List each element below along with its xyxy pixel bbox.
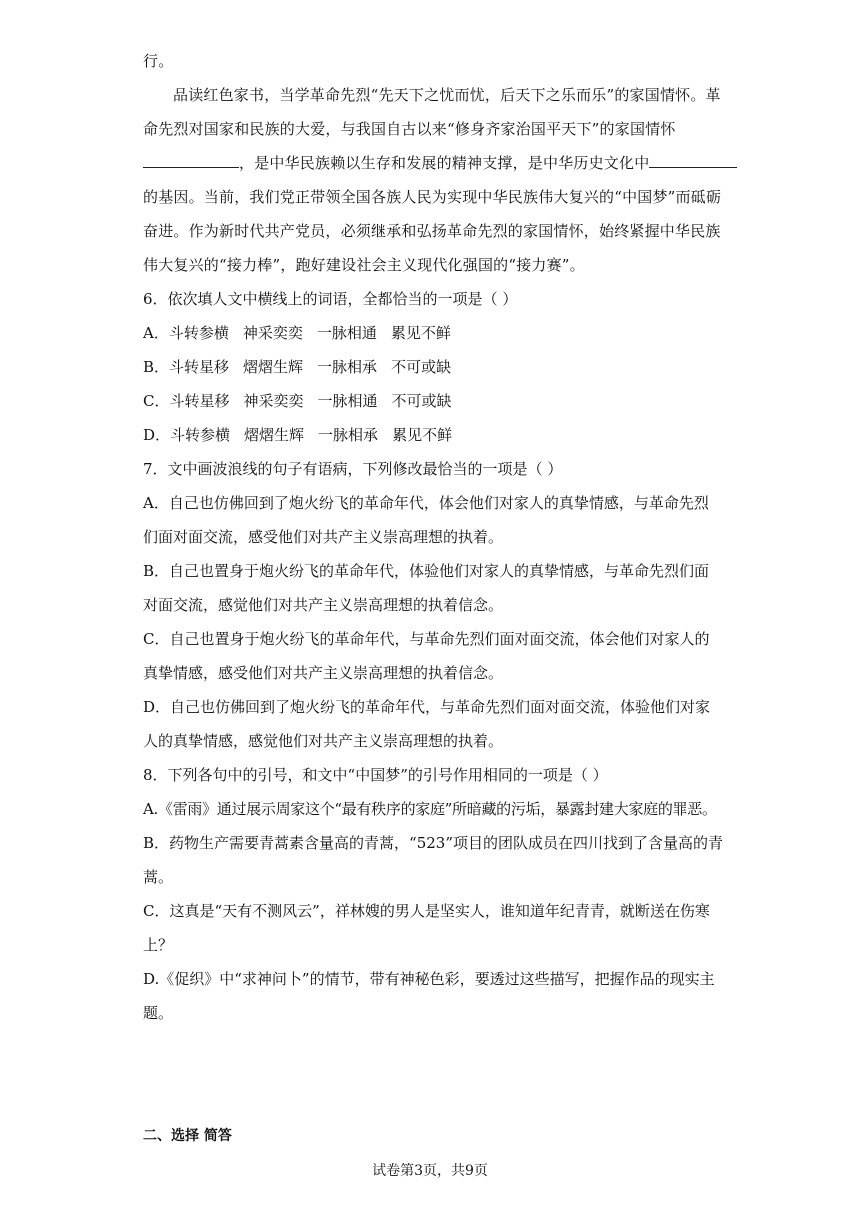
passage-line: 品读红色家书，当学革命先烈“先天下之忧而忧，后天下之乐而乐”的家国情怀。革 [173,86,721,104]
q7-option-c-cont: 真挚情感，感受他们对共产主义崇高理想的执着信念。 [143,664,504,682]
q7-option-b: B．自己也置身于炮火纷飞的革命年代，体验他们对家人的真挚情感，与革命先烈们面 [143,562,710,580]
passage-line: 伟大复兴的“接力棒”，跑好建设社会主义现代化强国的“接力赛”。 [143,256,585,274]
q6-option-c: C．斗转星移 神采奕奕 一脉相通 不可或缺 [143,392,452,410]
q6-option-a: A．斗转参横 神采奕奕 一脉相通 累见不鲜 [143,324,451,342]
fill-blank [143,151,239,168]
passage-line: 奋进。作为新时代共产党员，必须继承和弘扬革命先烈的家国情怀，始终紧握中华民族 [143,222,721,240]
q6-option-d: D．斗转参横 熠熠生辉 一脉相承 累见不鲜 [143,426,453,444]
q8-option-d: D.《促织》中“求神问卜”的情节，带有神秘色彩，要透过这些描写，把握作品的现实主 [143,970,715,988]
q8-option-b: B．药物生产需要青蒿素含量高的青蒿，“523”项目的团队成员在四川找到了含量高的青 [143,834,723,852]
section-title: 二、选择 简答 [143,1128,232,1144]
q8-option-b-cont: 蒿。 [143,868,174,886]
question-7-stem: 7．文中画波浪线的句子有语病，下列修改最恰当的一项是（ ） [143,460,563,478]
passage-line: 的基因。当前，我们党正带领全国各族人民为实现中华民族伟大复兴的“中国梦”而砥砺 [143,188,722,206]
q7-option-a: A．自己也仿佛回到了炮火纷飞的革命年代，体会他们对家人的真挚情感，与革命先烈 [143,494,709,512]
passage-line: 命先烈对国家和民族的大爱，与我国自古以来“修身齐家治国平天下”的家国情怀 [143,120,676,138]
q7-option-c: C．自己也置身于炮火纷飞的革命年代，与革命先烈们面对面交流，体会他们对家人的 [143,630,710,648]
q8-option-a: A.《雷雨》通过展示周家这个“最有秩序的家庭”所暗藏的污垢，暴露封建大家庭的罪恶。 [143,800,717,818]
q8-option-d-cont: 题。 [143,1004,174,1022]
q7-option-a-cont: 们面对面交流，感受他们对共产主义崇高理想的执着。 [143,528,504,546]
passage-line [143,146,721,180]
q7-option-d: D．自己也仿佛回到了炮火纷飞的革命年代，与革命先烈们面对面交流，体验他们对家 [143,698,711,716]
q8-option-c: C．这真是“天有不测风云”，祥林嫂的男人是坚实人，谁知道年纪青青，就断送在伤寒 [143,902,710,920]
fill-blank [649,151,737,168]
passage-text: ，是中华民族赖以生存和发展的精神支撑，是中华历史文化中 [239,154,650,172]
q6-option-b: B．斗转星移 熠熠生辉 一脉相承 不可或缺 [143,358,452,376]
passage-line: 行。 [143,52,174,70]
q7-option-b-cont: 对面交流，感觉他们对共产主义崇高理想的执着信念。 [143,596,504,614]
q7-option-d-cont: 人的真挚情感，感觉他们对共产主义崇高理想的执着。 [143,732,504,750]
page-footer: 试卷第3页，共9页 [372,1163,488,1179]
page-content [143,44,721,1030]
q8-option-c-cont: 上？ [143,936,174,954]
question-6-stem: 6．依次填人文中横线上的词语，全都恰当的一项是（ ） [143,290,518,308]
question-8-stem: 8．下列各句中的引号，和文中“中国梦”的引号作用相同的一项是（ ） [143,766,608,784]
